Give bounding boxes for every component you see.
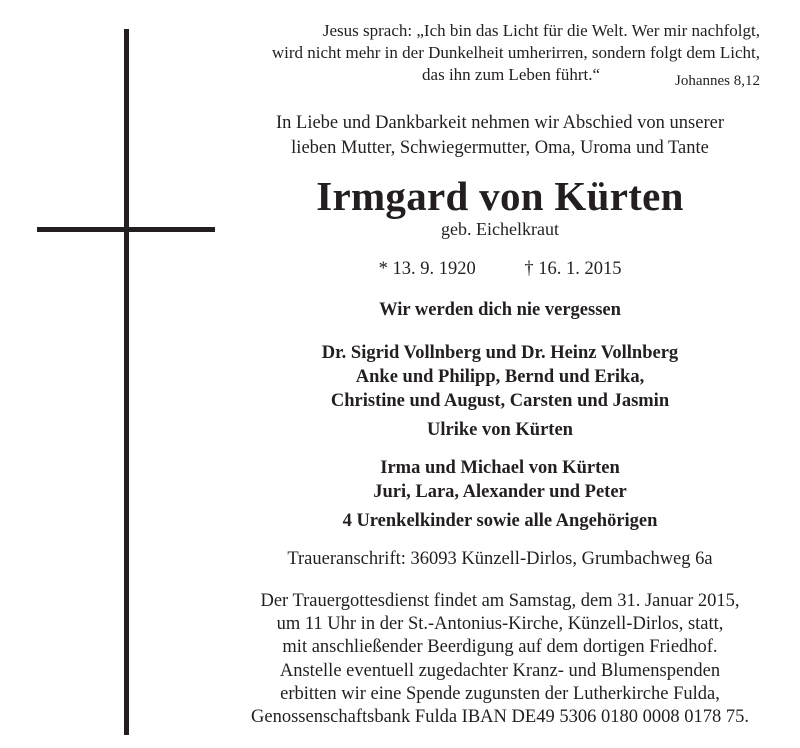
quote-line: Jesus sprach: „Ich bin das Licht für die Welt. Wer mir nachfolgt, xyxy=(322,21,760,40)
quote-reference: Johannes 8,12 xyxy=(675,73,760,89)
family-group: Ulrike von Kürten xyxy=(427,420,573,440)
family-group: 4 Urenkelkinder sowie alle Angehörigen xyxy=(342,511,658,531)
deceased-name: Irmgard von Kürten xyxy=(316,173,684,219)
death-date: † 16. 1. 2015 xyxy=(524,259,622,279)
birth-date: * 13. 9. 1920 xyxy=(378,259,476,279)
service-info: Der Trauergottesdienst findet am Samstag, dem 31. Januar 2015, um 11 Uhr in der St.-Antonius-Kirche, Künzell-Dirlos, statt, mit anschließender Beerdigung auf dem dortigen Friedhof. Anstelle eventuell zugedachter Kranz- und Blumenspenden erbitten wir eine Spende zugunsten der Lutherkirche Fulda, Genossenschaftsbank Fulda IBAN DE49 5306 0180 0008 0178 75. xyxy=(251,591,749,728)
cross-icon xyxy=(124,29,129,735)
life-dates xyxy=(220,259,780,280)
birth-name: geb. Eichelkraut xyxy=(441,219,559,239)
mourning-address: Traueranschrift: 36093 Künzell-Dirlos, Grumbachweg 6a xyxy=(287,549,713,569)
quote-line: das ihn zum Leben führt.“ xyxy=(422,65,600,84)
intro-text: In Liebe und Dankbarkeit nehmen wir Abschied von unserer lieben Mutter, Schwiegermutter, Oma, Uroma und Tante xyxy=(276,113,724,158)
cross-icon-bar xyxy=(37,227,215,232)
quote-line: wird nicht mehr in der Dunkelheit umherirren, sondern folgt dem Licht, xyxy=(271,43,760,62)
memory-line: Wir werden dich nie vergessen xyxy=(379,300,621,320)
family-group: Dr. Sigrid Vollnberg und Dr. Heinz Vollnberg Anke und Philipp, Bernd und Erika, Christine und August, Carsten und Jasmin xyxy=(321,343,679,411)
family-group: Irma und Michael von Kürten Juri, Lara, Alexander und Peter xyxy=(373,458,627,502)
